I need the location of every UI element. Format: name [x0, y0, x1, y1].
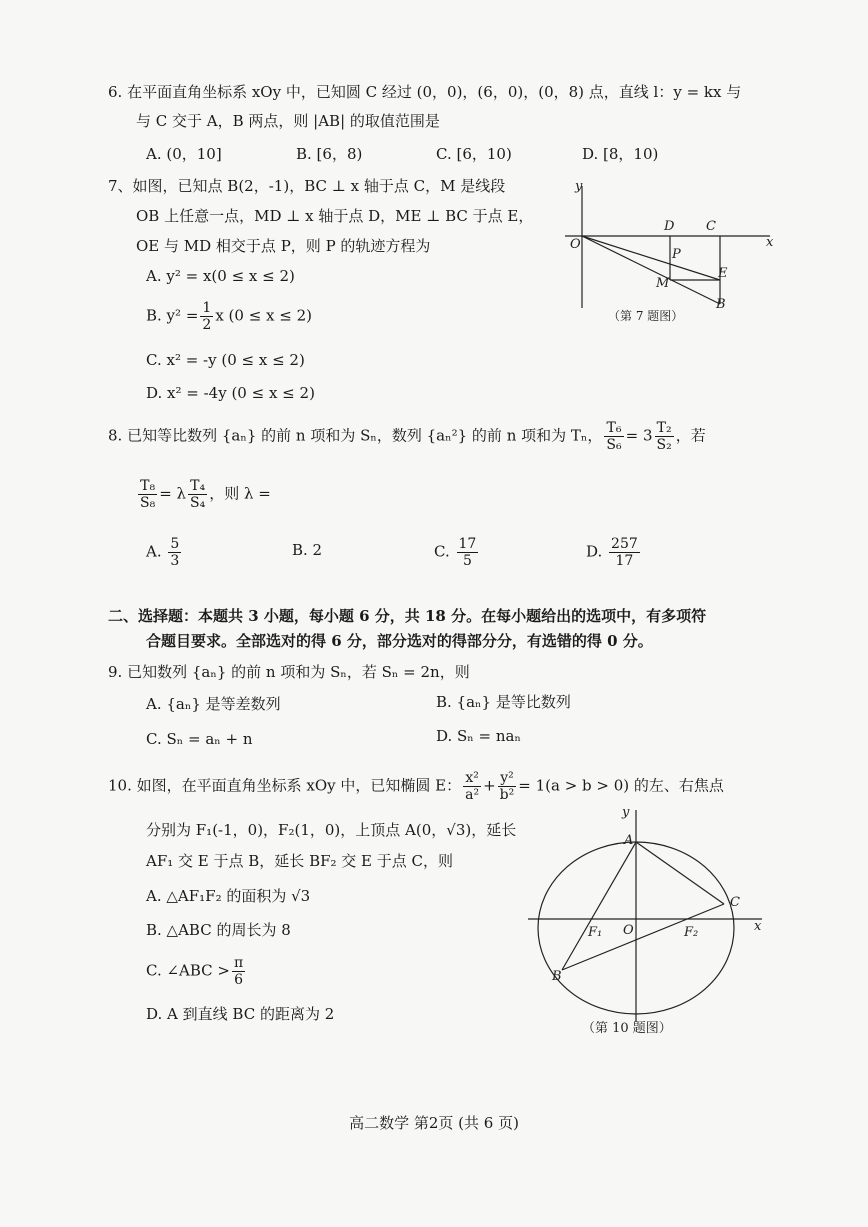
q7-label-D: D [664, 219, 675, 234]
frac-den: 3 [170, 553, 180, 569]
frac-num: 5 [170, 536, 180, 552]
q8-frac-t6-s6 [604, 420, 623, 453]
frac-den: 17 [615, 553, 634, 569]
q10-option-c [146, 955, 247, 988]
q10-label-F2: F₂ [684, 925, 699, 940]
q10-plus: + [483, 776, 496, 795]
frac-den: a² [465, 787, 480, 803]
q8-option-c [434, 536, 480, 569]
q10-segment-AB [562, 842, 636, 970]
q8-option-a [146, 536, 183, 569]
frac-num: π [234, 955, 244, 971]
q8-frac-t8-s8 [138, 478, 157, 511]
q10-figure-caption: （第 10 题图） [582, 1021, 672, 1036]
q7-label-x: x [766, 235, 774, 250]
q7-option-a: A. y² = x(0 ≤ x ≤ 2) [146, 267, 295, 285]
section2-line1: 二、选择题：本题共 3 小题，每小题 6 分，共 18 分。在每小题给出的选项中，有多项符 [108, 607, 707, 625]
q10-option-b: B. △ABC 的周长为 8 [146, 921, 291, 939]
q10-line1-pre: 10. 如图，在平面直角坐标系 xOy 中，已知椭圆 E： [108, 776, 462, 795]
q8-frac-t4-s4 [188, 478, 207, 511]
frac-den: 5 [462, 553, 472, 569]
q7-label-y: y [575, 179, 583, 194]
q8-l2-mid: = λ [159, 484, 187, 503]
q10-label-A: A [624, 833, 634, 848]
frac-den: 2 [202, 317, 212, 333]
frac-num: y² [498, 770, 517, 787]
frac-num: x² [463, 770, 481, 787]
q8-line1 [108, 420, 706, 453]
q8-option-c-fraction [457, 536, 479, 569]
frac-den: b² [499, 787, 515, 803]
q7-segment-OB [582, 236, 720, 304]
q10-line1-post: = 1(a > b > 0) 的左、右焦点 [518, 776, 724, 795]
q7-line1: 7、如图，已知点 B(2，-1)，BC ⊥ x 轴于点 C，M 是线段 [108, 177, 506, 195]
frac-num: 17 [458, 536, 477, 552]
q9-option-c: C. Sₙ = aₙ + n [146, 730, 253, 748]
frac-den: 6 [234, 972, 244, 988]
q8-l2-post: ，则 λ = [209, 484, 271, 503]
q7-figure [560, 176, 790, 326]
q8-line1-post: ，若 [675, 426, 706, 445]
q10-option-d: D. A 到直线 BC 的距离为 2 [146, 1005, 335, 1023]
q7-segment-OE [582, 236, 720, 280]
frac-num: 1 [202, 300, 212, 316]
q7-label-P: P [672, 247, 681, 262]
q8-frac-t2-s2 [655, 420, 674, 453]
q6-option-c: C. [6，10) [436, 145, 512, 163]
q7-label-O: O [570, 237, 581, 252]
q7-option-b-fraction [200, 300, 213, 333]
q10-figure [528, 800, 768, 1040]
frac-num: T₆ [604, 420, 623, 437]
q8-option-a-fraction [168, 536, 181, 569]
q9-option-b: B. {aₙ} 是等比数列 [436, 693, 571, 711]
q8-option-c-label: C. [434, 542, 450, 561]
q7-option-b-post: x (0 ≤ x ≤ 2) [215, 306, 312, 325]
frac-den: S₆ [606, 437, 622, 453]
q6-option-d: D. [8，10) [582, 145, 659, 163]
q10-line3: AF₁ 交 E 于点 B，延长 BF₂ 交 E 于点 C，则 [146, 852, 454, 870]
q8-mid: = 3 [625, 426, 653, 445]
q6-line2: 与 C 交于 A，B 两点，则 |AB| 的取值范围是 [136, 112, 440, 130]
q7-option-b [146, 300, 312, 333]
q10-label-F1: F₁ [588, 925, 603, 940]
q8-line2 [136, 478, 271, 511]
q10-line2: 分别为 F₁(-1，0)，F₂(1，0)，上顶点 A(0，√3)，延长 [146, 821, 517, 839]
q7-option-b-pre: B. y² = [146, 306, 199, 325]
frac-den: S₈ [140, 495, 156, 511]
q8-option-a-label: A. [146, 542, 162, 561]
q9-line1: 9. 已知数列 {aₙ} 的前 n 项和为 Sₙ，若 Sₙ = 2n，则 [108, 663, 470, 681]
frac-num: T₄ [188, 478, 207, 495]
q8-option-d-label: D. [586, 542, 603, 561]
q9-option-a: A. {aₙ} 是等差数列 [146, 695, 281, 713]
q10-label-C: C [730, 895, 740, 910]
q10-label-x: x [754, 919, 762, 934]
q9-option-d: D. Sₙ = naₙ [436, 727, 521, 745]
q8-line1-pre: 8. 已知等比数列 {aₙ} 的前 n 项和为 Sₙ，数列 {aₙ²} 的前 n 项和为 Tₙ， [108, 426, 603, 445]
q10-label-y: y [622, 805, 630, 820]
q7-line2: OB 上任意一点，MD ⊥ x 轴于点 D，ME ⊥ BC 于点 E， [136, 207, 534, 225]
q10-option-a: A. △AF₁F₂ 的面积为 √3 [146, 887, 311, 905]
q7-label-C: C [706, 219, 716, 234]
q10-frac-x [463, 770, 481, 803]
q6-option-b: B. [6，8) [296, 145, 363, 163]
q10-segment-BC [562, 904, 724, 970]
q7-figure-caption: （第 7 题图） [608, 309, 684, 323]
q10-line1 [108, 770, 724, 803]
q7-label-E: E [718, 266, 728, 281]
q8-option-b: B. 2 [292, 541, 323, 559]
q6-line1: 6. 在平面直角坐标系 xOy 中，已知圆 C 经过 (0，0)，(6，0)，(0，8) 点，直线 l：y = kx 与 [108, 83, 742, 101]
q6-option-a: A. (0，10] [146, 145, 222, 163]
frac-den: S₂ [656, 437, 672, 453]
q10-label-B: B [552, 969, 562, 984]
q10-option-c-pre: C. ∠ABC > [146, 961, 230, 980]
q10-option-c-fraction [232, 955, 245, 988]
frac-num: T₈ [138, 478, 157, 495]
q7-option-d: D. x² = -4y (0 ≤ x ≤ 2) [146, 384, 315, 402]
section2-line2: 合题目要求。全部选对的得 6 分，部分选对的得部分分，有选错的得 0 分。 [146, 632, 653, 650]
frac-den: S₄ [190, 495, 206, 511]
q7-option-c: C. x² = -y (0 ≤ x ≤ 2) [146, 351, 305, 369]
q7-label-M: M [656, 276, 670, 291]
q7-line3: OE 与 MD 相交于点 P，则 P 的轨迹方程为 [136, 237, 431, 255]
frac-num: 257 [611, 536, 638, 552]
q8-option-d-fraction [609, 536, 640, 569]
frac-num: T₂ [655, 420, 674, 437]
page-footer: 高二数学 第2页 (共 6 页) [349, 1114, 519, 1132]
q7-label-B: B [716, 297, 726, 312]
q10-label-O: O [623, 923, 634, 938]
q10-frac-y [498, 770, 517, 803]
q8-option-d [586, 536, 642, 569]
